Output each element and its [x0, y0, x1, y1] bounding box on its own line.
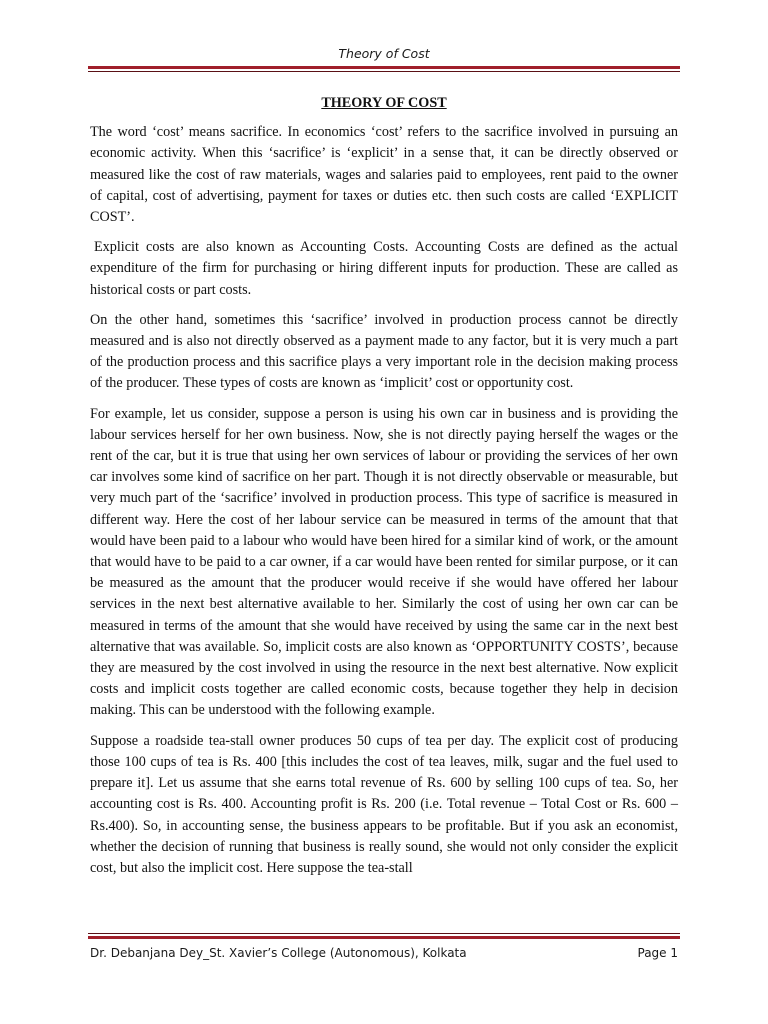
paragraph-implicit-cost: On the other hand, sometimes this ‘sacrifice’ involved in production process cannot be directly measured and is also not directly observed as a payment made to any factor, but it is very much a part of the production process and this sacrifice plays a very important role in the decision making process of the producer. These types of costs are known as ‘implicit’ cost or opportunity cost.: [90, 311, 678, 392]
running-header-title: Theory of Cost: [338, 46, 430, 61]
document-title: THEORY OF COST: [321, 95, 447, 111]
footer-author: Dr. Debanjana Dey_St. Xavier’s College (Autonomous), Kolkata: [90, 946, 467, 960]
paragraph-tea-stall-example: Suppose a roadside tea-stall owner produces 50 cups of tea per day. The explicit cost of producing those 100 cups of tea is Rs. 400 [this includes the cost of tea leaves, milk, sugar and the fuel used to prepare it]. Let us assume that she earns total revenue of Rs. 600 by selling 100 cups of tea. So, her accounting cost is Rs. 400. Accounting profit is Rs. 200 (i.e. Total revenue – Total Cost or Rs. 600 – Rs.400). So, in accounting sense, the business appears to be profitable. But if you ask an economist, whether the decision of running that business is really sound, she would not only consider the explicit cost, but also the implicit cost. Here suppose the tea-stall: [90, 732, 678, 876]
page-number: Page 1: [637, 946, 678, 960]
paragraph-accounting-costs: Explicit costs are also known as Accounting Costs. Accounting Costs are defined as the actual expenditure of the firm for purchasing or hiring different inputs for production. These are called as historical costs or part costs.: [90, 239, 678, 298]
paragraph-explicit-cost: The word ‘cost’ means sacrifice. In economics ‘cost’ refers to the sacrifice involved in pursuing an economic activity. When this ‘sacrifice’ is ‘explicit’ in a sense that, it can be directly observed or measured like the cost of raw materials, wages and salaries paid to employees, rent paid to the owner of capital, cost of advertising, payment for taxes or duties etc. then such costs are called ‘EXPLICIT COST’.: [90, 124, 678, 226]
paragraph-opportunity-cost-example: For example, let us consider, suppose a person is using his own car in business and is providing the labour services herself for her own business. Now, she is not directly paying herself the wages or the rent of the car, but it is true that using her own services of labour or providing the services of her own car involves some kind of sacrifice on her part. Though it is not directly observable or measurable, but very much part of the ‘sacrifice’ involved in production process. This type of sacrifice is measured in different way. Here the cost of her labour service can be measured in terms of the amount that that would have been paid to a labour who would have been hired for a similar kind of work, or the amount that would have to be paid to a car owner, if a car would have been rented for similar purpose, or it can be measured as the amount that the producer would receive if she would have offered her labour services in the next best alternative available to her. Similarly the cost of using her own car can be measured in terms of the amount that she would have received by using the same car in the next best alternative that was available. So, implicit costs are also known as ‘OPPORTUNITY COSTS’, because they are measured by the cost involved in using the resource in the next best alternative. Now explicit costs and implicit costs together are called economic costs, because together they help in decision making. This can be understood with the following example.: [90, 405, 678, 719]
footer-rule-thin: [88, 933, 680, 934]
header-rule-thin: [88, 71, 680, 72]
header-rule-thick: [88, 66, 680, 69]
page-body: [90, 93, 678, 888]
footer-rule-thick: [88, 936, 680, 939]
